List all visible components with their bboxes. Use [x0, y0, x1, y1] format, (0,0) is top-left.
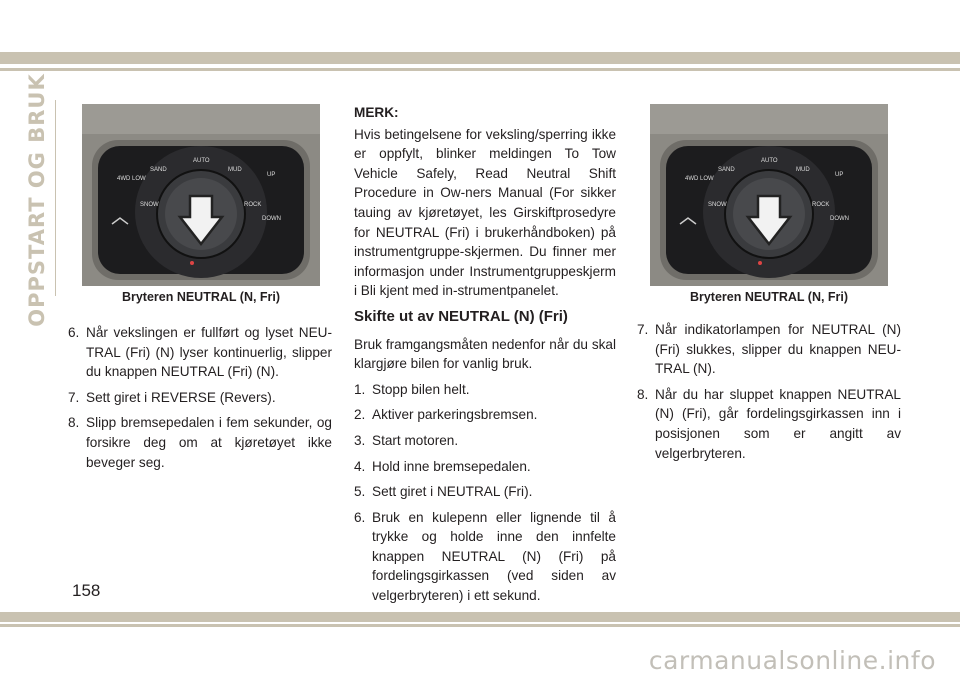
neutral-switch-figure-left — [82, 104, 320, 286]
list-item: 6. Når vekslingen er fullført og lyset NEU-TRAL (Fri) (N) lyser kontinuerlig, slipper du knappen NEUTRAL (Fri) (N). — [68, 325, 332, 380]
header-band — [0, 52, 960, 64]
dial-label-down: DOWN — [262, 216, 281, 222]
list-item: 3. Start motoren. — [354, 432, 459, 448]
list-item: 2. Aktiver parkeringsbremsen. — [354, 407, 538, 423]
dial-label-rock-r: ROCK — [812, 202, 830, 208]
list-item: 8. Når du har sluppet knappen NEUTRAL (N) (Fri), går fordelingsgirkassen inn i posisjonen som er angitt av velgerbryteren. — [637, 386, 901, 461]
terrain-dial-illustration-2 — [650, 104, 888, 286]
section-tab-label: OPPSTART OG BRUK — [25, 73, 49, 327]
dial-label-mud: MUD — [228, 167, 242, 173]
section-tab-rule — [55, 100, 56, 296]
dial-label-auto-r: AUTO — [761, 158, 778, 164]
note-text: Hvis betingelsene for veksling/sperring ikke er oppfylt, blinker meldingen To Tow Vehicle Safely, Read Neutral Shift Procedure in Ow-ners Manual (For sikker tauing av kjøretøyet, les Girskiftprosedyre for NEUTRAL (Fri) i brukerhåndboken) på instrumentgruppe-skjermen. Du finner mer informasjon under Instrumentgruppeskjerm i Bli kjent med in-strumentpanelet. — [354, 126, 616, 299]
dial-label-up: UP — [267, 172, 276, 178]
figure-caption-left: Bryteren NEUTRAL (N, Fri) — [121, 290, 281, 304]
dial-label-4wd-low: 4WD LOW — [117, 176, 146, 182]
watermark: carmanualsonline.info — [648, 646, 936, 675]
dial-label-down-r: DOWN — [830, 216, 849, 222]
dial-label-up-r: UP — [835, 172, 844, 178]
dial-label-rock: ROCK — [244, 202, 262, 208]
list-item: 6. Bruk en kulepenn eller lignende til å trykke og holde inne den innfelte knappen NEUTRAL (N) (Fri) på fordelingsgirkassen (ved siden av velgerbryteren) i ett sekund. — [354, 509, 616, 604]
dial-label-sand-r: SAND — [718, 167, 735, 173]
list-item: 5. Sett giret i NEUTRAL (Fri). — [354, 484, 533, 500]
section-tab — [22, 73, 52, 327]
footer-band — [0, 612, 960, 622]
intro-text: Bruk framgangsmåten nedenfor når du skal klargjøre bilen for vanlig bruk. — [354, 336, 616, 372]
figure-caption-right: Bryteren NEUTRAL (N, Fri) — [689, 290, 849, 304]
note-heading: MERK: — [354, 105, 399, 120]
dial-label-sand: SAND — [150, 167, 167, 173]
column-3 — [637, 320, 901, 469]
list-item: 4. Hold inne bremsepedalen. — [354, 458, 531, 474]
dial-label-mud-r: MUD — [796, 167, 810, 173]
list-item: 7. Når indikatorlampen for NEUTRAL (N) (Fri) slukkes, slipper du knappen NEU-TRAL (N). — [637, 322, 901, 377]
dial-label-snow-r: SNOW — [708, 202, 727, 208]
list-item: 8. Slipp bremsepedalen i fem sekunder, og forsikre deg om at kjøretøyet ikke beveger seg. — [68, 415, 332, 470]
column-2 — [354, 103, 616, 612]
dial-label-4wd-low-r: 4WD LOW — [685, 176, 714, 182]
terrain-dial-illustration — [82, 104, 320, 286]
list-item: 1. Stopp bilen helt. — [354, 381, 470, 397]
list-item: 7. Sett giret i REVERSE (Revers). — [68, 389, 276, 405]
dial-label-snow: SNOW — [140, 202, 159, 208]
dial-label-auto: AUTO — [193, 158, 210, 164]
footer-rule — [0, 624, 960, 627]
page-number: 158 — [72, 581, 101, 600]
section-heading: Skifte ut av NEUTRAL (N) (Fri) — [354, 307, 568, 325]
neutral-switch-figure-right — [650, 104, 888, 286]
header-rule — [0, 68, 960, 71]
column-1 — [68, 323, 332, 478]
